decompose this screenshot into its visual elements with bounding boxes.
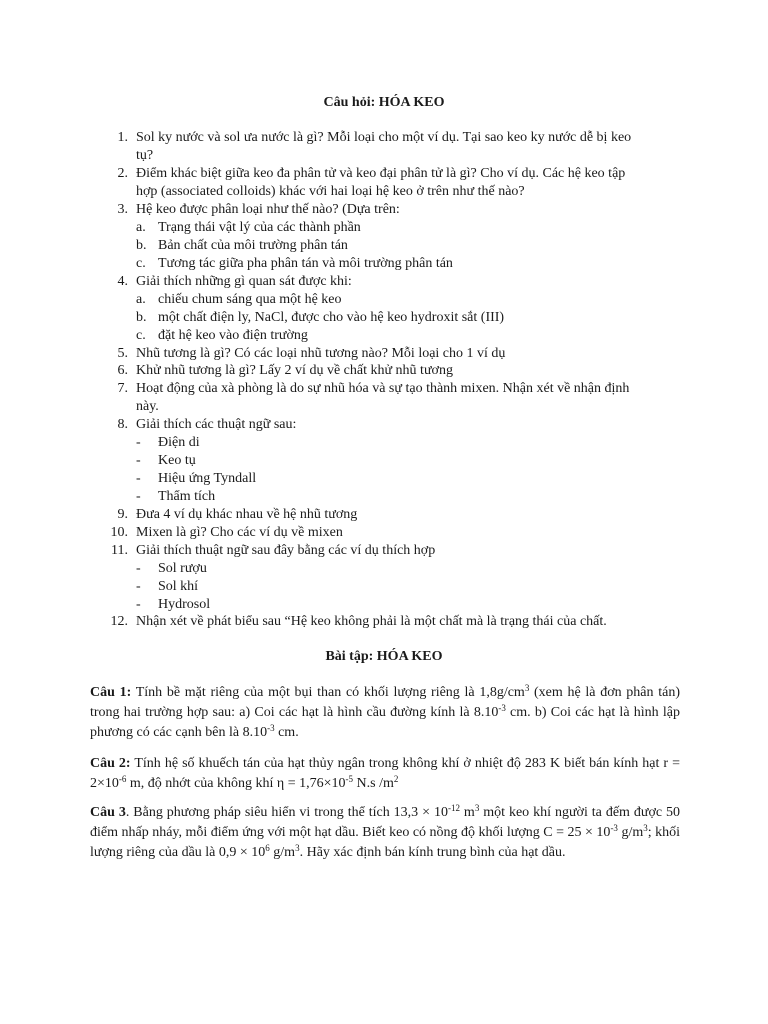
superscript: -3	[610, 823, 618, 833]
exercise-label: Câu 2:	[90, 756, 131, 771]
superscript: 3	[295, 843, 300, 853]
question-text: Mixen là gì? Cho các ví dụ về mixen	[136, 525, 343, 540]
sub-item-text: đặt hệ keo vào điện trường	[158, 328, 308, 343]
question-number: 7.	[117, 381, 128, 396]
dash-marker: -	[136, 597, 141, 612]
sub-item-marker: a.	[136, 220, 146, 235]
question-text: hợp (associated colloids) khác với hai loại hệ keo ở trên như thế nào?	[136, 184, 525, 199]
sub-item-marker: b.	[136, 238, 147, 253]
superscript: 3	[643, 823, 648, 833]
exercise-text: . Hãy xác định bán kính trung bình của hạt dầu.	[299, 845, 566, 860]
superscript: -3	[267, 723, 275, 733]
exercise-text: g/m	[617, 825, 644, 840]
question-number: 11.	[111, 543, 128, 558]
exercise-2	[90, 754, 680, 794]
dash-marker: -	[136, 453, 141, 468]
question-text: Giải thích các thuật ngữ sau:	[136, 417, 297, 432]
sub-item-marker: b.	[136, 310, 147, 325]
sub-item-text: chiếu chum sáng qua một hệ keo	[158, 292, 342, 307]
sub-item-text: Hydrosol	[158, 597, 211, 612]
exercise-text: N.s /m	[353, 776, 394, 791]
sub-item-text: Sol rượu	[158, 561, 207, 576]
question-number: 12.	[110, 614, 128, 629]
question-number: 8.	[117, 417, 128, 432]
question-text: này.	[136, 399, 159, 414]
sub-item-text: một chất điện ly, NaCl, được cho vào hệ keo hydroxit sắt (III)	[158, 310, 505, 325]
exercise-text: cm. b) Coi các hạt là hình lập phương có các cạnh bên là 8.10	[90, 705, 680, 740]
superscript: 3	[474, 803, 480, 813]
dash-marker: -	[136, 579, 141, 594]
question-text: Khử nhũ tương là gì? Lấy 2 ví dụ về chất khử nhũ tương	[136, 363, 453, 378]
sub-item-marker: c.	[136, 328, 146, 343]
superscript: -6	[118, 774, 127, 784]
question-text: Nhận xét về phát biểu sau “Hệ keo không phải là một chất mà là trạng thái của chất.	[136, 614, 607, 629]
sub-item-text: Tương tác giữa pha phân tán và môi trường phân tán	[158, 256, 453, 271]
exercise-text: Tính bề mặt riêng của một bụi than có khối lượng riêng là 1,8g/cm	[131, 685, 525, 700]
exercise-label: Câu 3	[90, 805, 126, 820]
sub-item-text: Bản chất của môi trường phân tán	[158, 238, 348, 253]
exercises-title: Bài tập: HÓA KEO	[325, 649, 443, 664]
question-number: 3.	[117, 202, 128, 217]
sub-item-text: Thẩm tích	[158, 489, 216, 504]
exercise-1	[90, 683, 680, 743]
sub-item-text: Trạng thái vật lý của các thành phần	[158, 220, 361, 235]
question-text: Giải thích những gì quan sát được khi:	[136, 274, 352, 289]
superscript: 6	[265, 843, 270, 853]
sub-item-text: Điện di	[158, 435, 200, 450]
exercise-text: m, độ nhớt của không khí η = 1,76×10	[126, 776, 346, 791]
sub-item-marker: a.	[136, 292, 146, 307]
question-number: 5.	[117, 346, 128, 361]
question-text: tụ?	[136, 148, 154, 163]
superscript: 2	[393, 774, 399, 784]
exercise-3	[90, 803, 680, 863]
superscript: -5	[345, 774, 354, 784]
question-number: 9.	[117, 507, 128, 522]
exercise-text: (xem hệ là đơn phân tán) trong hai trường hợp sau: a) Coi các hạt là hình cầu đường kính là 8.10	[90, 685, 680, 720]
dash-marker: -	[136, 561, 141, 576]
superscript: -3	[498, 703, 506, 713]
sub-item-text: Keo tụ	[158, 453, 196, 468]
exercise-text: ; khối lượng riêng của dầu là 0,9 × 10	[90, 825, 680, 860]
exercise-text: một keo khí người ta đếm được 50 điểm nhấp nháy, mỗi điểm ứng với một hạt dầu. Biết keo có nồng độ khối lượng C = 25 × 10	[90, 805, 680, 840]
question-text: Hoạt động của xà phòng là do sự nhũ hóa và sự tạo thành mixen. Nhận xét về nhận định	[136, 381, 630, 396]
superscript: -12	[447, 803, 460, 813]
exercise-text: cm.	[274, 725, 299, 740]
dash-marker: -	[136, 435, 141, 450]
question-number: 10.	[110, 525, 128, 540]
dash-marker: -	[136, 489, 141, 504]
question-text: Sol ky nước và sol ưa nước là gì? Mỗi loại cho một ví dụ. Tại sao keo ky nước dễ bị keo	[136, 130, 632, 145]
sub-item-text: Hiệu ứng Tyndall	[158, 471, 257, 486]
superscript: 3	[524, 683, 530, 693]
question-text: Nhũ tương là gì? Có các loại nhũ tương nào? Mỗi loại cho 1 ví dụ	[136, 346, 506, 361]
questions-title: Câu hỏi: HÓA KEO	[323, 95, 445, 110]
question-number: 4.	[117, 274, 128, 289]
question-number: 6.	[117, 363, 128, 378]
question-text: Hệ keo được phân loại như thế nào? (Dựa trên:	[136, 202, 400, 217]
sub-item-text: Sol khí	[158, 579, 199, 594]
dash-marker: -	[136, 471, 141, 486]
question-text: Giải thích thuật ngữ sau đây bằng các ví dụ thích hợp	[136, 543, 436, 558]
exercise-text: g/m	[269, 845, 296, 860]
exercise-text: m	[459, 805, 475, 820]
question-number: 1.	[117, 130, 128, 145]
exercise-text: . Bằng phương pháp siêu hiển vi trong thể tích 13,3 × 10	[125, 805, 448, 820]
question-number: 2.	[117, 166, 128, 181]
exercise-text: Tính hệ số khuếch tán của hạt thủy ngân trong không khí ở nhiệt độ 283 K biết bán kính hạt r = 2×10	[90, 756, 680, 791]
sub-item-marker: c.	[136, 256, 146, 271]
exercise-label: Câu 1:	[90, 685, 132, 700]
question-text: Điểm khác biệt giữa keo đa phân tử và keo đại phân tử là gì? Cho ví dụ. Các hệ keo tập	[136, 166, 626, 181]
question-text: Đưa 4 ví dụ khác nhau về hệ nhũ tương	[136, 507, 358, 522]
